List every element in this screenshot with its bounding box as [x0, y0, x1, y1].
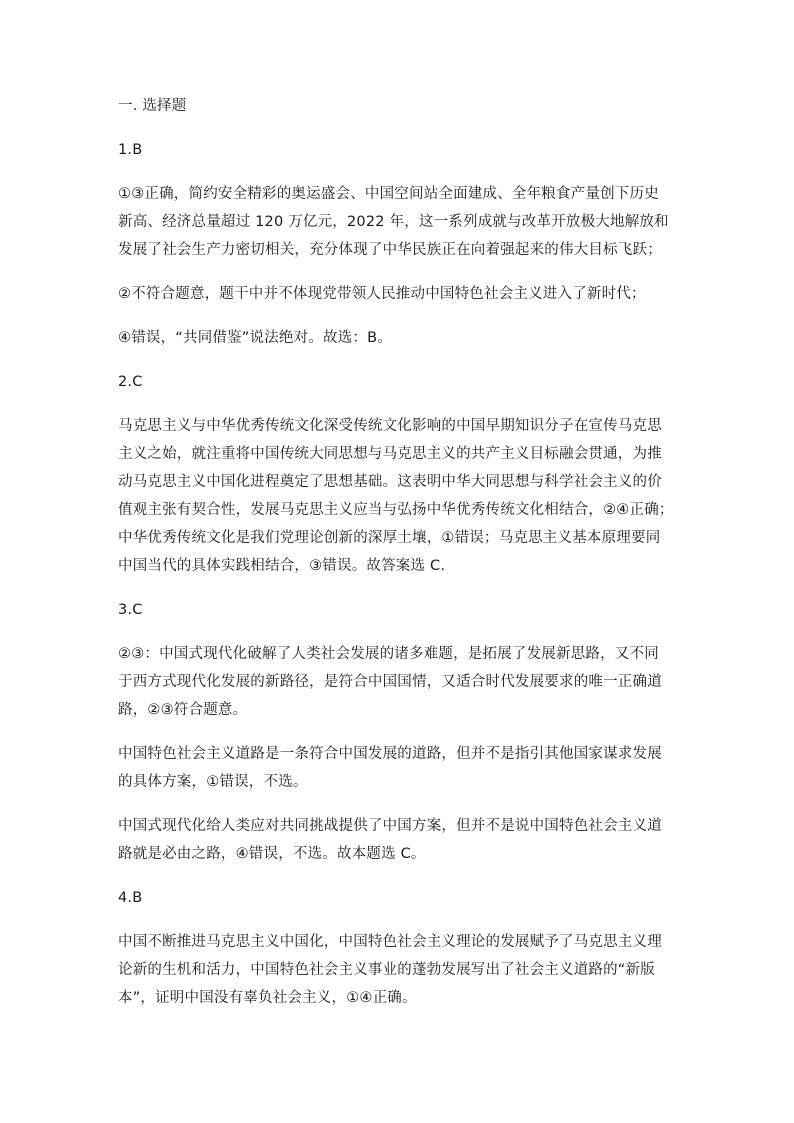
- q3-paragraph-3: [118, 812, 678, 868]
- answer-2: 2.C: [118, 374, 143, 390]
- q3-p1-line-3: 路，②③符合题意。: [118, 702, 248, 718]
- q3-p2-line-1: 中国特色社会主义道路是一条符合中国发展的道路，但并不是指引其他国家谋求发展: [118, 746, 662, 762]
- answer-3: 3.C: [118, 602, 143, 618]
- q2-paragraph-1: [118, 412, 678, 580]
- q1-paragraph-1: [118, 180, 678, 264]
- q3-p3-line-2: 路就是必由之路，④错误，不选。故本题选 C。: [118, 846, 426, 862]
- answer-4: 4.B: [118, 890, 143, 906]
- q1-p1-line-3: 发展了社会生产力密切相关，充分体现了中华民族正在向着强起来的伟大目标飞跃；: [118, 242, 662, 258]
- answer-document: [118, 92, 678, 1012]
- q1-p1-line-1: ①③正确，简约安全精彩的奥运盛会、中国空间站全面建成、全年粮食产量创下历史: [118, 186, 659, 202]
- q2-p1-line-4: 值观主张有契合性，发展马克思主义应当与弘扬中华优秀传统文化相结合，②④正确；: [118, 502, 674, 518]
- q1-paragraph-2: ②不符合题意，题干中并不体现党带领人民推动中国特色社会主义进入了新时代；: [118, 286, 646, 302]
- q1-p1-line-2: 新高、经济总量超过 120 万亿元，2022 年，这一系列成就与改革开放极大地解放和: [118, 214, 669, 230]
- q2-p1-line-1: 马克思主义与中华优秀传统文化深受传统文化影响的中国早期知识分子在宣传马克思: [118, 418, 662, 434]
- q4-p1-line-3: 本”，证明中国没有辜负社会主义，①④正确。: [118, 990, 417, 1006]
- q3-p1-line-1: ②③：中国式现代化破解了人类社会发展的诸多难题，是拓展了发展新思路，又不同: [118, 646, 659, 662]
- q4-p1-line-1: 中国不断推进马克思主义中国化，中国特色社会主义理论的发展赋予了马克思主义理: [118, 934, 662, 950]
- q2-p1-line-2: 主义之始，就注重将中国传统大同思想与马克思主义的共产主义目标融会贯通，为推: [118, 446, 662, 462]
- q2-p1-line-6: 中国当代的具体实践相结合，③错误。故答案选 C.: [118, 558, 446, 574]
- answer-1: 1.B: [118, 142, 143, 158]
- q3-paragraph-1: [118, 640, 678, 724]
- q3-p3-line-1: 中国式现代化给人类应对共同挑战提供了中国方案，但并不是说中国特色社会主义道: [118, 818, 662, 834]
- q2-p1-line-5: 中华优秀传统文化是我们党理论创新的深厚土壤，①错误；马克思主义基本原理要同: [118, 530, 661, 546]
- section-title: 一. 选择题: [118, 98, 187, 114]
- q3-paragraph-2: [118, 740, 678, 796]
- q2-p1-line-3: 动马克思主义中国化进程奠定了思想基础。这表明中华大同思想与科学社会主义的价: [118, 474, 662, 490]
- q1-paragraph-3: ④错误，“共同借鉴”说法绝对。故选：B。: [118, 330, 392, 346]
- q4-p1-line-2: 论新的生机和活力，中国特色社会主义事业的蓬勃发展写出了社会主义道路的“新版: [118, 962, 655, 978]
- q3-p2-line-2: 的具体方案，①错误，不选。: [118, 774, 308, 790]
- q4-paragraph-1: [118, 928, 678, 1012]
- q3-p1-line-2: 于西方式现代化发展的新路径，是符合中国国情，又适合时代发展要求的唯一正确道: [118, 674, 662, 690]
